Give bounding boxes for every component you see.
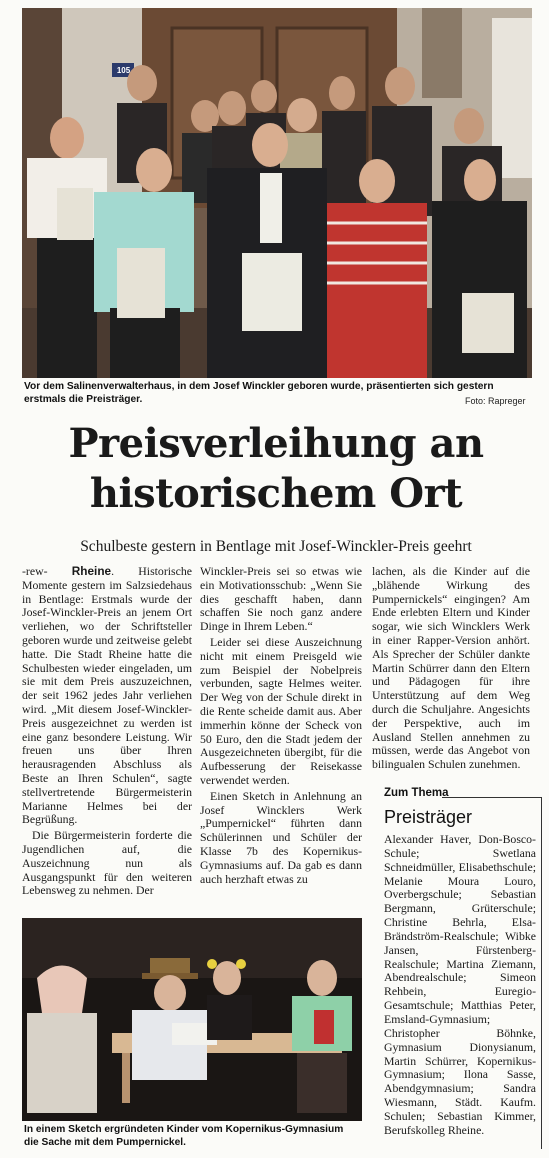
- zum-thema-label: Zum Thema: [384, 787, 449, 799]
- subheadline: Schulbeste gestern in Bentlage mit Josef-Winckler-Preis geehrt: [80, 538, 472, 555]
- preistraeger-title: Preisträger: [384, 807, 473, 827]
- bottom-photo-caption: In einem Sketch ergründeten Kinder vom Kopernikus-Gymnasium die Sache mit dem Pumpernickel.: [24, 1124, 344, 1148]
- award-winners-photo: [22, 8, 532, 378]
- article-text: . Historische Momente gestern im Salzsiedehaus in Bentlage: Erstmals wurde der Josef-Winckler-Preis an jenem Ort verliehen, wo der Schriftsteller geboren wurde und zeitweise gelebt hatte. Die Stadt Rheine hatte die Schulbesten wieder eingeladen, um sie mit dem Preis auszuzeichnen, der seit 1962 jedes Jahr verliehen wird. „Mit diesem Josef-Winckler-Preis ausgezeichnet zu werden ist eine ganz besondere Leistung. Wir freuen uns über Ihren herausragenden Abschluss als Beste an Ihren Schulen“, sagte stellvertretende Bürgermeisterin Marianne Helmes bei der Begrüßung.: [22, 564, 192, 827]
- zum-thema-side-rule: [541, 797, 542, 1149]
- zum-thema-rule: [442, 797, 542, 798]
- article-paragraph: [22, 565, 192, 827]
- sketch-photo-illustration: [22, 918, 362, 1121]
- article-paragraph: Leider sei diese Auszeichnung nicht mit einem Preisgeld wie zum Beispiel der Nobelpreis verbunden, sagte Helmes weiter. Der Weg von der Schule direkt in die Rente scheide damit aus. Aber immerhin könne der Scheck von 50 Euro, den die Stadt jedem der Ausgezeichneten übergibt, für die Aufbesserung der Reisekasse verwendet werden.: [200, 634, 362, 787]
- sketch-photo: [22, 918, 362, 1121]
- article-paragraph: Die Bürgermeisterin forderte die Jugendlichen auf, die Auszeichnung nun als Ausgangspunkt für den weiteren Lebensweg zu nehmen. Der: [22, 828, 192, 898]
- article-dateline: -rew-: [22, 564, 48, 578]
- article-paragraph: Winckler-Preis sei so etwas wie ein Motivationsschub: „Wenn Sie dies geschafft haben, dann schaffen Sie noch ganz andere Dinge in Ihrem Leben.“: [200, 564, 362, 634]
- article-paragraph: Einen Sketch in Anlehnung an Josef Wincklers Werk „Pumpernickel“ führten dann Schülerinnen und Schüler der Klasse 7b des Kopernikus-Gymnasiums auf. Da gab es dann auch herzhaft etwas zu: [200, 788, 362, 886]
- top-photo-caption: Vor dem Salinenverwalterhaus, in dem Josef Winckler geboren wurde, präsentierten sich gestern erstmals die Preisträger.: [24, 381, 494, 405]
- headline-line-1: Preisverleihung an: [68, 420, 484, 467]
- headline-line-2: historischem Ort: [89, 470, 463, 517]
- award-winners-photo-illustration: [22, 8, 532, 378]
- article-paragraph: lachen, als die Kinder auf die „blähende Wirkung des Pumpernickels“ eingingen? Am Ende erlebten Eltern und Kinder sogar, wie sich Wincklers Werk in einer Rapper-Version anhört. Als Sprecher der Schüler dankte Martin Schürrer dann den Eltern und Pädagogen für ihre Unterstützung auf dem Weg durch die Schuljahre. Angesichts der Perspektive, auch im Ausland Stellen annehmen zu müssen, werde das Angebot von bilingualen Schulen zunehmen.: [372, 564, 530, 772]
- preistraeger-list: Alexander Haver, Don-Bosco-Schule; Swetlana Schneidmüller, Elisabethschule; Melanie Moura Louro, Overbergschule; Sebastian Bergmann, Grüterschule; Christine Behrla, Elsa-Brändström-Realschule; Wibke Jansen, Fürstenberg-Realschule; Martina Ziemann, Abendrealschule; Simeon Rehbein, Euregio-Gesamtschule; Matthias Peter, Emsland-Gymnasium; Christopher Böhnke, Gymnasium Dionysianum, Martin Schürrer, Kopernikus-Gymnasium; Ilona Sasse, Abendgymnasium; Sandra Wiesmann, Städt. Kaufm. Schulen; Sebastian Kimmer, Berufskolleg Rheine.: [384, 832, 536, 1137]
- article-column-2: [200, 565, 362, 886]
- article-column-1: [22, 565, 192, 898]
- photo-credit: Foto: Rapreger: [465, 396, 526, 406]
- house-number-sign: 105: [116, 66, 131, 75]
- article-lead-word: Rheine: [71, 564, 112, 578]
- article-column-3: [372, 565, 530, 772]
